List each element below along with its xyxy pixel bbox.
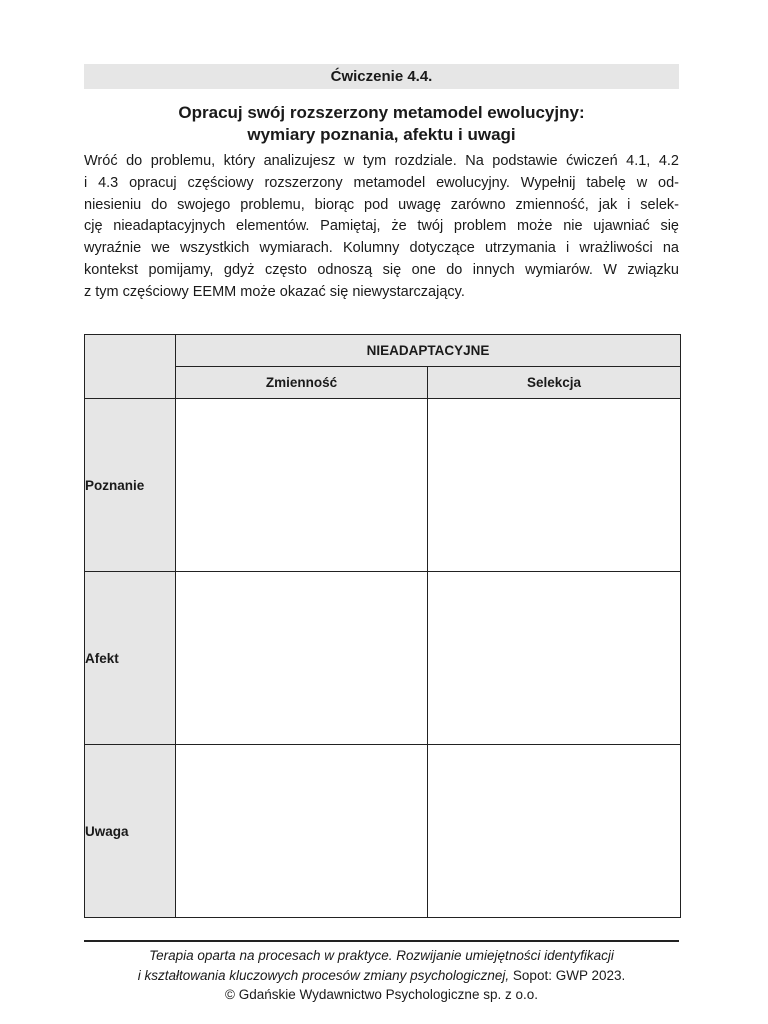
entry-cell-poznanie-zmiennosc[interactable]: [176, 399, 428, 572]
title-line-1: Opracuj swój rozszerzony metamodel ewolucyjny:: [178, 103, 585, 122]
footer-copyright: © Gdańskie Wydawnictwo Psychologiczne sp. z o.o.: [225, 987, 538, 1002]
intro-line: Wróć do problemu, który analizujesz w tym rozdziale. Na podstawie ćwiczeń 4.1, 4.2: [84, 153, 679, 169]
intro-line: niesieniu do swojego problemu, biorąc pod uwagę zarówno zmienność, jak i selek-: [84, 196, 679, 213]
footer-line-2: i kształtowania kluczowych procesów zmiany psychologicznej, Sopot: GWP 2023.: [137, 967, 626, 983]
column-header-selekcja: Selekcja: [428, 367, 681, 399]
group-header: NIEADAPTACYJNE: [176, 335, 681, 367]
entry-cell-uwaga-zmiennosc[interactable]: [176, 745, 428, 918]
intro-paragraph: [84, 151, 679, 304]
table-row: [85, 399, 681, 572]
footer-citation: [84, 946, 679, 1005]
row-header-afekt: Afekt: [85, 572, 176, 745]
row-header-uwaga: Uwaga: [85, 745, 176, 918]
table-corner-cell: [85, 335, 176, 399]
intro-line: kontekst pomijamy, gdyż często odnoszą się one do innych wymiarów. W związku: [84, 261, 679, 278]
entry-cell-poznanie-selekcja[interactable]: [428, 399, 681, 572]
entry-cell-afekt-zmiennosc[interactable]: [176, 572, 428, 745]
intro-line: i 4.3 opracuj częściowy rozszerzony metamodel ewolucyjny. Wypełnij tabelę w od-: [84, 174, 679, 191]
exercise-heading: Ćwiczenie 4.4.: [84, 64, 679, 89]
footer-divider: [84, 940, 679, 942]
page-title: [84, 102, 679, 146]
title-line-2: wymiary poznania, afektu i uwagi: [247, 125, 516, 144]
footer-line-1: Terapia oparta na procesach w praktyce. Rozwijanie umiejętności identyfikacji: [149, 948, 614, 963]
intro-line: cję nieadaptacyjnych elementów. Pamiętaj, że twój problem może nie ujawniać się: [84, 218, 679, 235]
column-header-zmiennosc: Zmienność: [176, 367, 428, 399]
entry-cell-afekt-selekcja[interactable]: [428, 572, 681, 745]
intro-line: wyraźnie we wszystkich wymiarach. Kolumny dotyczące utrzymania i wrażliwości na: [84, 240, 679, 257]
row-header-poznanie: Poznanie: [85, 399, 176, 572]
table-row: [85, 572, 681, 745]
entry-cell-uwaga-selekcja[interactable]: [428, 745, 681, 918]
table-row: [85, 745, 681, 918]
intro-line: z tym częściowy EEMM może okazać się niewystarczający.: [84, 283, 465, 300]
exercise-table: [84, 334, 681, 918]
